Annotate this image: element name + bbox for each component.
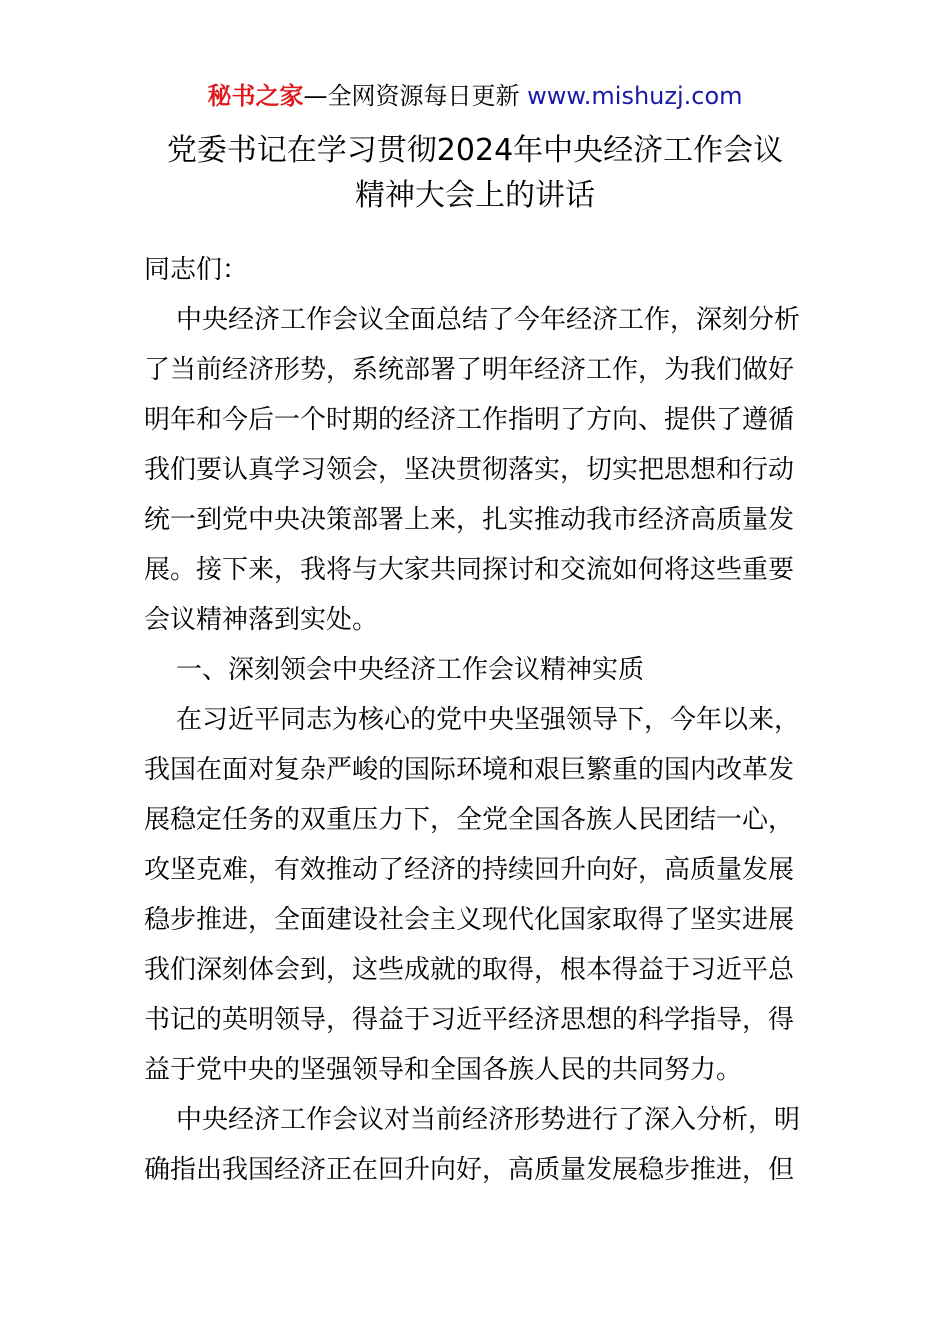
body-line: 我们要认真学习领会，坚决贯彻落实，切实把思想和行动 bbox=[144, 455, 795, 485]
body-line: 展。接下来，我将与大家共同探讨和交流如何将这些重要 bbox=[144, 555, 795, 585]
body-line: 我国在面对复杂严峻的国际环境和艰巨繁重的国内改革发 bbox=[144, 755, 795, 785]
body-line: 了当前经济形势，系统部署了明年经济工作，为我们做好 bbox=[144, 355, 795, 385]
body-line: 我们深刻体会到，这些成就的取得，根本得益于习近平总 bbox=[144, 955, 795, 985]
brand-name: 秘书之家 bbox=[207, 82, 304, 110]
salutation: 同志们： bbox=[144, 255, 249, 285]
body-line: 中央经济工作会议对当前经济形势进行了深入分析，明 bbox=[176, 1105, 801, 1135]
body-line: 明年和今后一个时期的经济工作指明了方向、提供了遵循 bbox=[144, 405, 795, 435]
body-line: 在习近平同志为核心的党中央坚强领导下，今年以来， bbox=[176, 705, 801, 735]
site-url-link[interactable]: www.mishuzj.com bbox=[527, 82, 743, 110]
body-line: 统一到党中央决策部署上来，扎实推动我市经济高质量发 bbox=[144, 505, 795, 535]
body-line: 益于党中央的坚强领导和全国各族人民的共同努力。 bbox=[144, 1055, 743, 1085]
document-title bbox=[0, 128, 950, 218]
body-line: 书记的英明领导，得益于习近平经济思想的科学指导，得 bbox=[144, 1005, 795, 1035]
body-line: 稳步推进，全面建设社会主义现代化国家取得了坚实进展 bbox=[144, 905, 795, 935]
body-line: 展稳定任务的双重压力下，全党全国各族人民团结一心， bbox=[144, 805, 795, 835]
body-line: 中央经济工作会议全面总结了今年经济工作，深刻分析 bbox=[176, 305, 801, 335]
title-line-1: 党委书记在学习贯彻2024年中央经济工作会议 bbox=[166, 133, 784, 168]
body-line: 攻坚克难，有效推动了经济的持续回升向好，高质量发展 bbox=[144, 855, 795, 885]
section-heading: 一、深刻领会中央经济工作会议精神实质 bbox=[176, 655, 645, 685]
header-tagline: —全网资源每日更新 bbox=[303, 82, 528, 110]
body-line: 确指出我国经济正在回升向好，高质量发展稳步推进，但 bbox=[144, 1155, 795, 1185]
site-header bbox=[0, 78, 950, 114]
document-body bbox=[144, 245, 812, 1195]
title-line-2: 精神大会上的讲话 bbox=[355, 178, 595, 213]
body-line: 会议精神落到实处。 bbox=[144, 605, 379, 635]
